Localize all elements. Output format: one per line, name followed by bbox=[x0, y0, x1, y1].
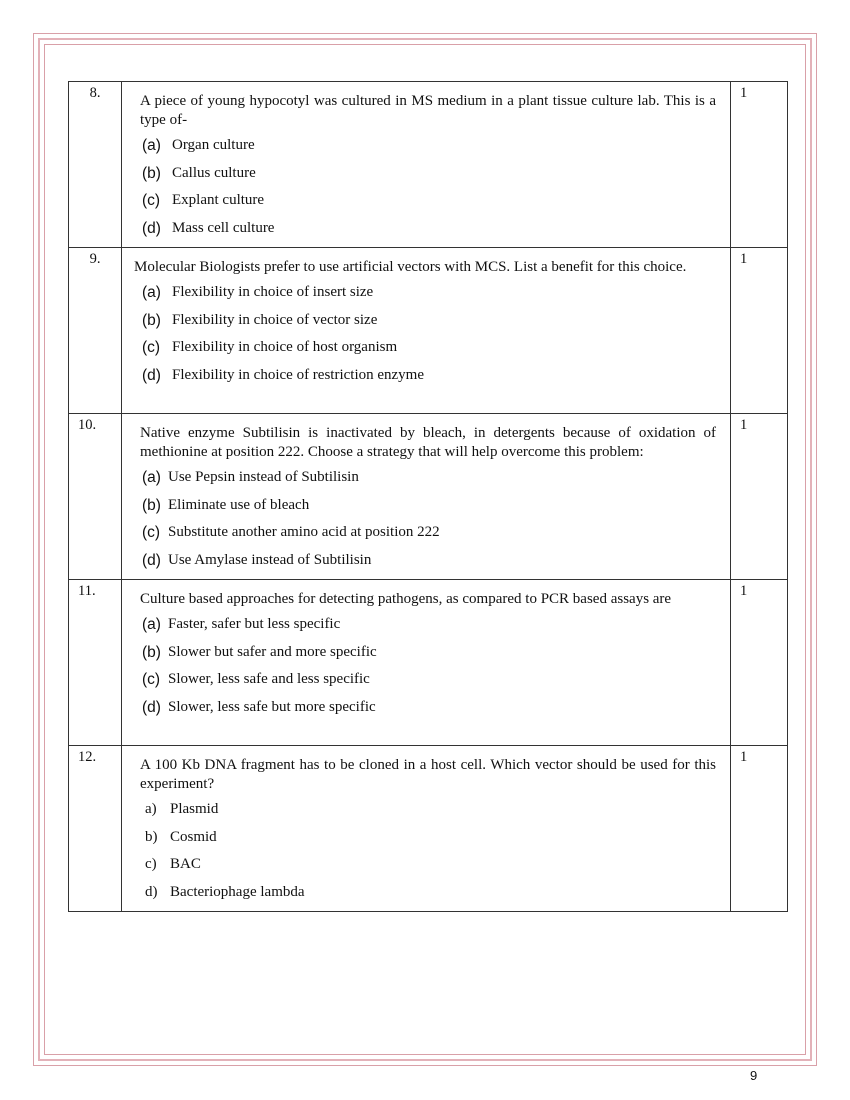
question-marks: 1 bbox=[731, 746, 788, 912]
option-text: Explant culture bbox=[172, 192, 265, 208]
option bbox=[142, 338, 716, 357]
option bbox=[142, 136, 716, 155]
question-row bbox=[69, 580, 788, 746]
option bbox=[142, 468, 716, 487]
question-body bbox=[122, 580, 731, 746]
option-label: (d) bbox=[142, 366, 161, 384]
question-body bbox=[122, 746, 731, 912]
option-label: d) bbox=[145, 883, 158, 900]
question-marks: 1 bbox=[731, 414, 788, 580]
question-text: Molecular Biologists prefer to use artificial vectors with MCS. List a benefit for this choice. bbox=[134, 259, 687, 275]
question-marks: 1 bbox=[731, 248, 788, 414]
option-label: (b) bbox=[142, 311, 161, 329]
option bbox=[142, 164, 716, 183]
option-text: Slower, less safe and less specific bbox=[168, 671, 370, 687]
option bbox=[142, 800, 716, 819]
question-marks: 1 bbox=[731, 82, 788, 248]
question-table bbox=[68, 81, 788, 912]
option-label: (d) bbox=[142, 219, 161, 237]
option bbox=[142, 191, 716, 210]
question-text: Culture based approaches for detecting pathogens, as compared to PCR based assays are bbox=[140, 591, 672, 607]
option-label: (a) bbox=[142, 616, 161, 633]
option-label: (b) bbox=[142, 496, 161, 514]
option-text: Organ culture bbox=[172, 137, 255, 153]
option-label: (c) bbox=[142, 192, 161, 209]
option-label: (c) bbox=[142, 524, 161, 541]
question-text: Native enzyme Subtilisin is inactivated by bleach, in detergents because of oxidation of methionine at position 222. Choose a strategy that will help overcome this problem: bbox=[140, 425, 716, 460]
option-text: Callus culture bbox=[172, 164, 256, 181]
option-label: (a) bbox=[142, 284, 161, 301]
option bbox=[142, 855, 716, 874]
option-text: Cosmid bbox=[170, 828, 217, 845]
question-number: 12. bbox=[69, 746, 122, 912]
option-text: BAC bbox=[170, 856, 201, 872]
option-label: a) bbox=[145, 801, 157, 817]
option-text: Flexibility in choice of restriction enzyme bbox=[172, 366, 425, 383]
question-text: A piece of young hypocotyl was cultured in MS medium in a plant tissue culture lab. This is a type of- bbox=[140, 93, 716, 128]
option bbox=[142, 615, 716, 634]
option-text: Mass cell culture bbox=[172, 219, 275, 236]
option-label: (c) bbox=[142, 671, 161, 688]
option-text: Flexibility in choice of insert size bbox=[172, 284, 374, 300]
page-number: 9 bbox=[750, 1068, 758, 1083]
option-text: Slower but safer and more specific bbox=[168, 643, 377, 660]
option-label: b) bbox=[145, 828, 158, 845]
option-text: Use Pepsin instead of Subtilisin bbox=[168, 469, 359, 485]
option-text: Faster, safer but less specific bbox=[168, 616, 341, 632]
question-number: 8. bbox=[69, 82, 122, 248]
question-row bbox=[69, 82, 788, 248]
option bbox=[142, 523, 716, 542]
option-label: c) bbox=[145, 856, 157, 872]
option-label: (b) bbox=[142, 643, 161, 661]
question-row bbox=[69, 248, 788, 414]
option-label: (c) bbox=[142, 339, 161, 356]
question-number: 10. bbox=[69, 414, 122, 580]
option bbox=[142, 670, 716, 689]
option-text: Substitute another amino acid at position 222 bbox=[168, 524, 440, 540]
question-row bbox=[69, 746, 788, 912]
question-number: 11. bbox=[69, 580, 122, 746]
option bbox=[142, 643, 716, 662]
option bbox=[142, 551, 716, 570]
option-label: (d) bbox=[142, 698, 161, 716]
option bbox=[142, 883, 716, 902]
question-row bbox=[69, 414, 788, 580]
option bbox=[142, 366, 716, 385]
option-text: Plasmid bbox=[170, 801, 219, 817]
question-body bbox=[122, 248, 731, 414]
question-marks: 1 bbox=[731, 580, 788, 746]
option-text: Flexibility in choice of host organism bbox=[172, 339, 398, 355]
option-text: Slower, less safe but more specific bbox=[168, 698, 376, 715]
option-text: Eliminate use of bleach bbox=[168, 496, 310, 513]
question-number: 9. bbox=[69, 248, 122, 414]
option-text: Use Amylase instead of Subtilisin bbox=[168, 551, 372, 568]
option-label: (a) bbox=[142, 137, 161, 154]
option-label: (d) bbox=[142, 551, 161, 569]
option-text: Flexibility in choice of vector size bbox=[172, 311, 378, 328]
option bbox=[142, 496, 716, 515]
option bbox=[142, 698, 716, 717]
question-text: A 100 Kb DNA fragment has to be cloned in a host cell. Which vector should be used for this experiment? bbox=[140, 757, 716, 792]
option bbox=[142, 219, 716, 238]
option-label: (a) bbox=[142, 469, 161, 486]
option bbox=[142, 283, 716, 302]
option-text: Bacteriophage lambda bbox=[170, 883, 305, 900]
option-label: (b) bbox=[142, 164, 161, 182]
question-body bbox=[122, 82, 731, 248]
option bbox=[142, 311, 716, 330]
question-body bbox=[122, 414, 731, 580]
option bbox=[142, 828, 716, 847]
